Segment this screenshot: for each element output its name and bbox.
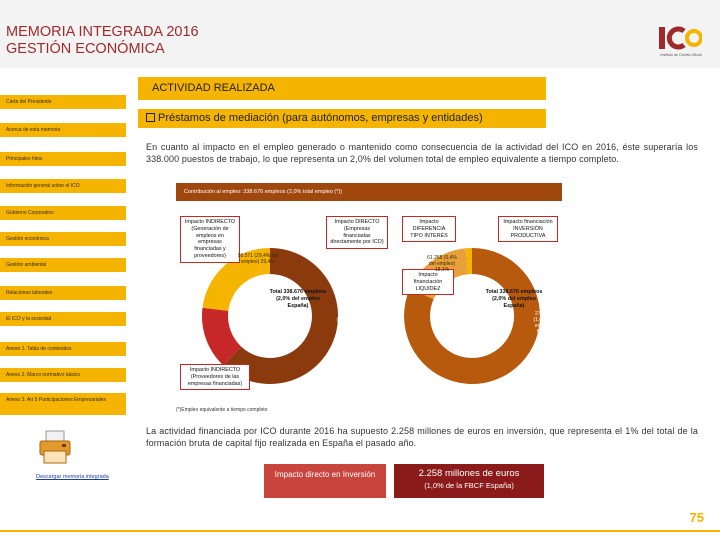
section-title: ACTIVIDAD REALIZADA (138, 77, 546, 100)
ico-logo[interactable] (652, 26, 710, 62)
page-title-line1: MEMORIA INTEGRADA 2016 (6, 24, 199, 40)
left-donut-label-right: 203.935 (1,2% del empleo) 60,2% (336, 311, 358, 335)
subtitle-bar (138, 109, 546, 128)
sidebar-item-gobierno[interactable]: Gobierno Corporativo (0, 206, 126, 220)
right-donut-label-right: 272.218 (1,6% del empleo) 80,4% (533, 311, 555, 335)
sidebar-item-gestion-economica[interactable]: Gestión económica (0, 232, 126, 246)
checkbox-bullet-icon (146, 113, 155, 122)
left-donut-total: Total 338.676 empleos (2,0% del empleo España) (269, 289, 327, 309)
footer-divider (0, 530, 720, 532)
page-title-line2: GESTIÓN ECONÓMICA (6, 41, 165, 57)
sidebar-item-sociedad[interactable]: El ICO y la sociedad (0, 312, 126, 326)
callout-directo: Impacto DIRECTO (Empresas financiadas directamente por ICO) (326, 216, 388, 249)
summary-impact-box: Impacto directo en Inversión (264, 464, 386, 498)
callout-diferencia: Impacto DIFERENCIA TIPO INTERÉS (402, 216, 456, 242)
page-title (6, 24, 199, 58)
right-donut-label-topright: 5.189 1,5% del empleo (519, 243, 545, 255)
summary-value-note: (1,0% de la FBCF España) (424, 481, 514, 490)
callout-liquidez: Impacto financiación LIQUIDEZ (402, 269, 454, 295)
ico-logo-mark (658, 26, 702, 50)
paragraph-investment: La actividad financiada por ICO durante 2016 ha supuesto 2.258 millones de euros en inversión, que representa el 1% del total de la formación bruta de capital fijo realizada en España el pasado año. (146, 426, 698, 448)
sidebar-item-anexo2[interactable]: Anexo 2. Marco normativo básico (0, 368, 126, 382)
download-link[interactable]: Descargar memoria integrada (36, 474, 109, 480)
infographic-header: Contribución al empleo: 338.676 empleos (2,0% total empleo (*)) (176, 183, 562, 201)
sidebar-item-informacion[interactable]: Información general sobre el ICO (0, 179, 126, 193)
right-donut-total: Total 338.676 empleos (2,0% del empleo España) (485, 289, 543, 309)
employment-infographic (176, 183, 562, 418)
sidebar-item-carta[interactable]: Carta del Presidente (0, 95, 126, 109)
header (0, 0, 720, 68)
callout-indirecto-top: Impacto INDIRECTO (Generación de empleos en empresas financiadas y proveedores) (180, 216, 240, 263)
subtitle-text: Préstamos de mediación (para autónomos, empresas y entidades) (158, 112, 483, 124)
printer-icon[interactable] (36, 427, 76, 467)
ico-logo-tagline: Instituto de Crédito Oficial (660, 53, 702, 57)
sidebar-item-gestion-ambiental[interactable]: Gestión ambiental (0, 258, 126, 272)
left-donut-label-left: 35.670 (0,2% del empleo) 10,5% (228, 311, 258, 329)
callout-inversion: Impacto financiación INVERSIÓN PRODUCTIVA (498, 216, 558, 242)
sidebar-item-hitos[interactable]: Principales hitos (0, 152, 126, 166)
callout-indirecto-bottom: Impacto INDIRECTO (Proveedores de las empresas financiadas) (180, 364, 250, 390)
summary-value-box (394, 464, 544, 498)
sidebar-item-acerca[interactable]: Acerca de esta memoria (0, 123, 126, 137)
right-donut-label-top: 61.268 (0,4% del empleo) 18,1% (427, 255, 457, 273)
page-number: 75 (689, 510, 704, 525)
summary-value: 2.258 millones de euros (418, 468, 520, 479)
sidebar-item-anexo1[interactable]: Anexo 1. Tabla de contenidos (0, 342, 126, 356)
infographic-note: (*)Empleo equivalente a tiempo completo (176, 407, 268, 413)
sidebar-item-anexo3[interactable]: Anexo 3. Art 5 Participaciones Empresariales (0, 393, 126, 415)
left-donut-label-top: 99.571 (29,4% del empleo) 29,4% (237, 253, 279, 265)
sidebar-item-relaciones[interactable]: Relaciones laborales (0, 286, 126, 300)
paragraph-employment: En cuanto al impacto en el empleo generado o mantenido como consecuencia de la actividad del ICO en 2016, éste superaría los 338.000 puestos de trabajo, lo que representa un 2,0% del volumen total de empleo equivalente a tiempo completo. (146, 142, 698, 164)
